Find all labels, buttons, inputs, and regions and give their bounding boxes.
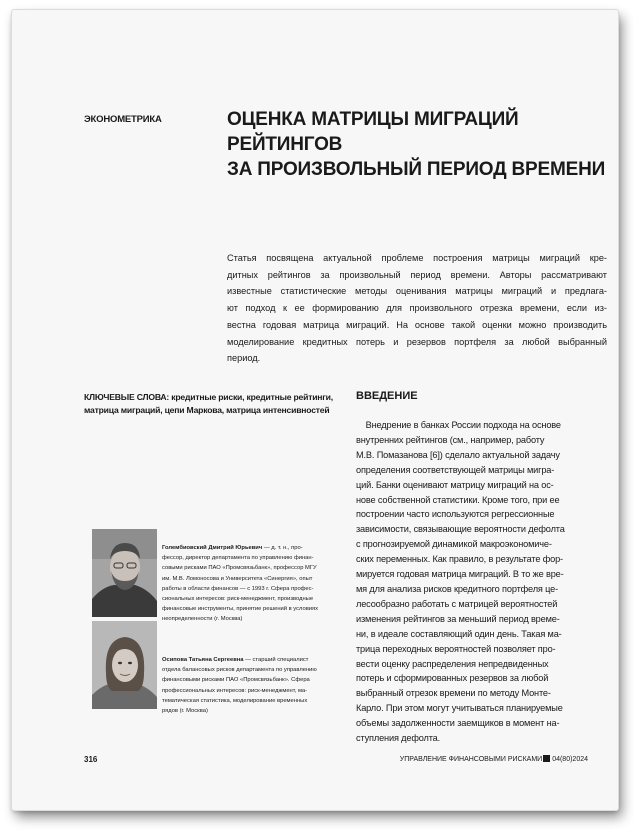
author-photo-golembiovsky [92, 529, 157, 617]
abstract-line: моделирование кредитных потерь и резервов портфеля за любой выбранный [227, 336, 607, 347]
author-bio-line: финансовыми рисками ПАО «Промсвязьбанк». Сфера [162, 677, 310, 684]
intro-line: выбранный отрезок времени по методу Монте- [356, 688, 551, 699]
keywords-line: матрица миграций, цепи Маркова, матрица интенсивностей [84, 404, 330, 415]
author-bio-osipova [162, 655, 347, 716]
abstract-line: вестна годовая матрица миграций. На основе такой оценки можно производить [227, 319, 607, 330]
author-bio-line: финансовые инструменты, принятие решений в условиях [162, 606, 319, 613]
page-number: 316 [84, 755, 98, 764]
abstract-line: дитных рейтингов за произвольный период времени. Авторы рассматривают [227, 269, 607, 280]
abstract-line: период. [227, 353, 261, 364]
intro-line: объемы задолженности заемщиков в момент на- [356, 718, 560, 729]
intro-line: изменения рейтингов за меньший период време- [356, 613, 560, 624]
title-line: ОЦЕНКА МАТРИЦЫ МИГРАЦИЙ РЕЙТИНГОВ [227, 109, 519, 155]
author-photo-osipova [92, 621, 157, 709]
intro-line: Карло. При этом могут учитываться планируемые [356, 703, 563, 714]
intro-line: лесообразно работать с матрицей вероятностей [356, 598, 558, 609]
author-bio-line: работы в области финансов — с 1993 г. Сфера профес- [162, 585, 314, 592]
intro-line: внутренних рейтингов (см., например, работу [356, 434, 545, 445]
author-bio-line: им. М.В. Ломоносова и Университета «Синергия», опыт [162, 575, 313, 582]
intro-line: нове собственной статистики. Кроме того, при ее [356, 494, 560, 505]
intro-line: мируется годовая матрица миграций. В то же вре- [356, 569, 564, 580]
journal-page [12, 10, 618, 810]
journal-issue: 04(80)2024 [552, 756, 588, 763]
author-bio-line: сиональных интересов: риск-менеджмент, производные [162, 596, 314, 603]
intro-line: мя для анализа рисков кредитного портфеля це- [356, 583, 559, 594]
journal-name: УПРАВЛЕНИЕ ФИНАНСОВЫМИ РИСКАМИ [399, 756, 543, 763]
author-name: Осипова Татьяна Сергеевна [162, 657, 244, 663]
intro-line: ступления дефолта. [356, 733, 441, 744]
intro-line: ских переменных. Как правило, в результате фор- [356, 554, 563, 565]
author-bio-line: — старший специалист [243, 657, 309, 663]
keywords [84, 391, 334, 416]
intro-line: определения соответствующей матрицы мигра- [356, 464, 555, 475]
intro-line: ни, в идеале составляющий один день. Такая ма- [356, 628, 562, 639]
intro-line: с прогнозируемой динамикой макроэкономиче- [356, 539, 552, 550]
intro-body [356, 418, 588, 746]
intro-heading: ВВЕДЕНИЕ [356, 390, 418, 402]
section-label: ЭКОНОМЕТРИКА [84, 114, 162, 125]
intro-line: вести оценку распределения непредвиденных [356, 658, 549, 669]
author-bio-line: профессиональных интересов: риск-менеджмент, ма- [162, 687, 308, 694]
intro-line: ций. Банки оценивают матрицу миграций на ос- [356, 479, 554, 490]
journal-footer [400, 755, 588, 763]
author-bio-line: тематическая статистика, моделирование временных [162, 697, 308, 704]
intro-line: построении часто используются регрессионные [356, 509, 555, 520]
author-bio-golembiovsky [162, 543, 347, 625]
title-line: ЗА ПРОИЗВОЛЬНЫЙ ПЕРИОД ВРЕМЕНИ [227, 159, 606, 180]
abstract-line: Статья посвящена актуальной проблеме построения матрицы миграций кре- [227, 253, 607, 263]
intro-line: потерь и сформированных резервов за любой [356, 673, 549, 684]
abstract-line: известные статистические методы оценивания матрицы миграций и предлага- [227, 286, 607, 297]
intro-line: Внедрение в банках России подхода на основе [356, 420, 561, 430]
author-bio-line: фессор, директор департамента по управлению финан- [162, 555, 314, 562]
author-name: Голембиовский Дмитрий Юрьевич [162, 545, 263, 551]
author-bio-line: рядов (г. Москва) [162, 708, 208, 715]
abstract-line: ют подход к ее формированию для произвольного отрезка времени, если из- [227, 303, 607, 314]
square-separator-icon [543, 755, 550, 762]
abstract [227, 250, 607, 367]
intro-line: трица переходных вероятностей позволяет про- [356, 643, 556, 654]
keywords-line: КЛЮЧЕВЫЕ СЛОВА: кредитные риски, кредитные рейтинги, [84, 392, 333, 402]
intro-line: М.В. Помазанова [6]) сделало актуальной задачу [356, 449, 560, 460]
article-title [227, 107, 607, 182]
author-bio-line: совыми рисками ПАО «Промсвязьбанк», профессор МГУ [162, 565, 317, 572]
author-bio-line: отдела балансовых рисков департамента по управлению [162, 667, 317, 674]
author-bio-line: неопределенности (г. Москва) [162, 616, 243, 623]
author-bio-line: — д. т. н., про- [262, 545, 303, 551]
intro-line: зависимости, связывающие вероятности дефолта [356, 524, 565, 535]
